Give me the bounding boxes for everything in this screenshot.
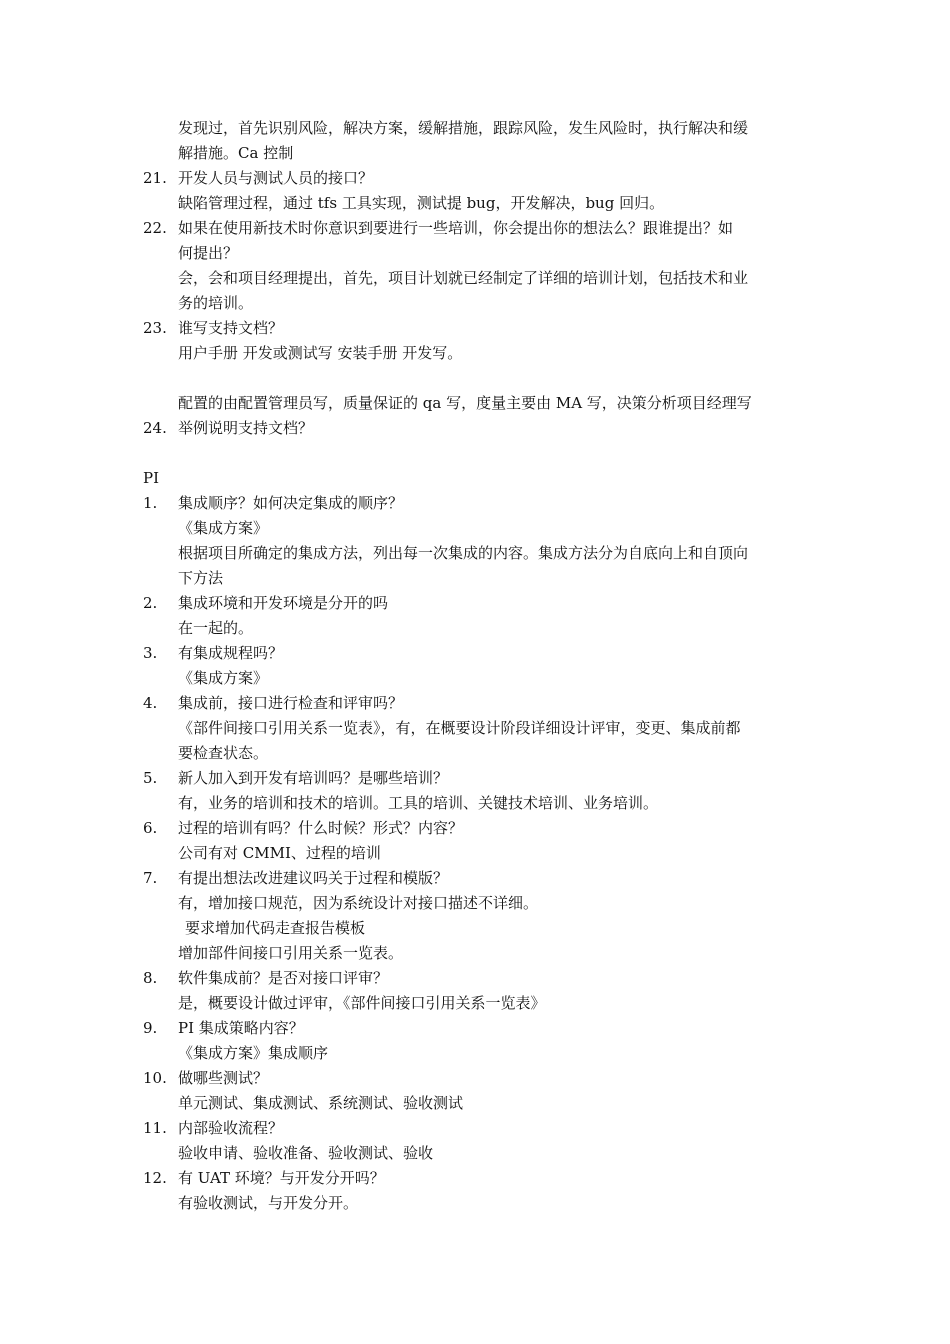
question-text: 举例说明支持文档？ (178, 419, 314, 437)
answer-text: 《集成方案》 (178, 519, 269, 537)
answer-text: 《集成方案》 (178, 669, 269, 687)
question-text: 有 UAT 环境？与开发分开吗？ (178, 1169, 385, 1187)
question-text: 谁写支持文档？ (178, 319, 284, 337)
list-number: 4. (143, 694, 158, 712)
question-text: 软件集成前？是否对接口评审？ (178, 969, 389, 987)
list-number: 6. (143, 819, 158, 837)
list-number: 22. (143, 219, 167, 237)
list-number: 24. (143, 419, 167, 437)
question-text: 如果在使用新技术时你意识到要进行一些培训，你会提出你的想法么？跟谁提出？如 (178, 219, 734, 237)
answer-text: 有验收测试，与开发分开。 (178, 1194, 359, 1212)
question-text: 过程的培训有吗？什么时候？形式？内容？ (178, 819, 464, 837)
answer-text: 是，概要设计做过评审，《部件间接口引用关系一览表》 (178, 994, 546, 1012)
answer-text: 公司有对 CMMI、过程的培训 (178, 844, 381, 862)
list-number: 1. (143, 494, 158, 512)
list-number: 2. (143, 594, 158, 612)
answer-text: 用户手册 开发或测试写 安装手册 开发写。 (178, 344, 463, 362)
list-number: 9. (143, 1019, 158, 1037)
answer-text: 要求增加代码走查报告模板 (185, 919, 366, 937)
answer-text: 单元测试、集成测试、系统测试、验收测试 (178, 1094, 464, 1112)
question-text: 开发人员与测试人员的接口？ (178, 169, 374, 187)
list-number: 23. (143, 319, 167, 337)
list-number: 7. (143, 869, 158, 887)
list-number: 3. (143, 644, 158, 662)
list-number: 12. (143, 1169, 167, 1187)
question-text: 集成前，接口进行检查和评审吗？ (178, 694, 404, 712)
question-text: 有集成规程吗？ (178, 644, 284, 662)
answer-text: 要检查状态。 (178, 744, 269, 762)
question-text: 新人加入到开发有培训吗？是哪些培训？ (178, 769, 449, 787)
answer-text: 验收申请、验收准备、验收测试、验收 (178, 1144, 434, 1162)
answer-text: 下方法 (178, 569, 224, 587)
list-number: 11. (143, 1119, 167, 1137)
list-number: 8. (143, 969, 158, 987)
question-text: PI 集成策略内容？ (178, 1019, 304, 1037)
question-text: 有提出想法改进建议吗关于过程和模版？ (178, 869, 449, 887)
answer-text: 在一起的。 (178, 619, 254, 637)
list-number: 5. (143, 769, 158, 787)
answer-text: 增加部件间接口引用关系一览表。 (178, 944, 404, 962)
list-number: 10. (143, 1069, 167, 1087)
answer-text: 《集成方案》集成顺序 (178, 1044, 329, 1062)
answer-text: 务的培训。 (178, 294, 254, 312)
answer-text: 会，会和项目经理提出，首先，项目计划就已经制定了详细的培训计划，包括技术和业 (178, 269, 749, 287)
answer-text: 根据项目所确定的集成方法，列出每一次集成的内容。集成方法分为自底向上和自顶向 (178, 544, 749, 562)
answer-text: 有，业务的培训和技术的培训。工具的培训、关键技术培训、业务培训。 (178, 794, 659, 812)
question-text: 做哪些测试？ (178, 1069, 269, 1087)
answer-text: 何提出？ (178, 244, 239, 262)
answer-text: 配置的由配置管理员写，质量保证的 qa 写，度量主要由 MA 写，决策分析项目经理写 (178, 394, 752, 412)
answer-text: 发现过，首先识别风险，解决方案，缓解措施，跟踪风险，发生风险时，执行解决和缓 (178, 119, 749, 137)
answer-text: 缺陷管理过程，通过 tfs 工具实现，测试提 bug，开发解决，bug 回归。 (178, 194, 665, 212)
question-text: 集成顺序？如何决定集成的顺序？ (178, 494, 404, 512)
list-number: 21. (143, 169, 167, 187)
answer-text: 有，增加接口规范，因为系统设计对接口描述不详细。 (178, 894, 539, 912)
section-heading: PI (143, 469, 160, 487)
question-text: 内部验收流程？ (178, 1119, 284, 1137)
answer-text: 《部件间接口引用关系一览表》，有，在概要设计阶段详细设计评审，变更、集成前都 (178, 719, 741, 737)
answer-text: 解措施。Ca 控制 (178, 144, 294, 162)
question-text: 集成环境和开发环境是分开的吗 (178, 594, 389, 612)
